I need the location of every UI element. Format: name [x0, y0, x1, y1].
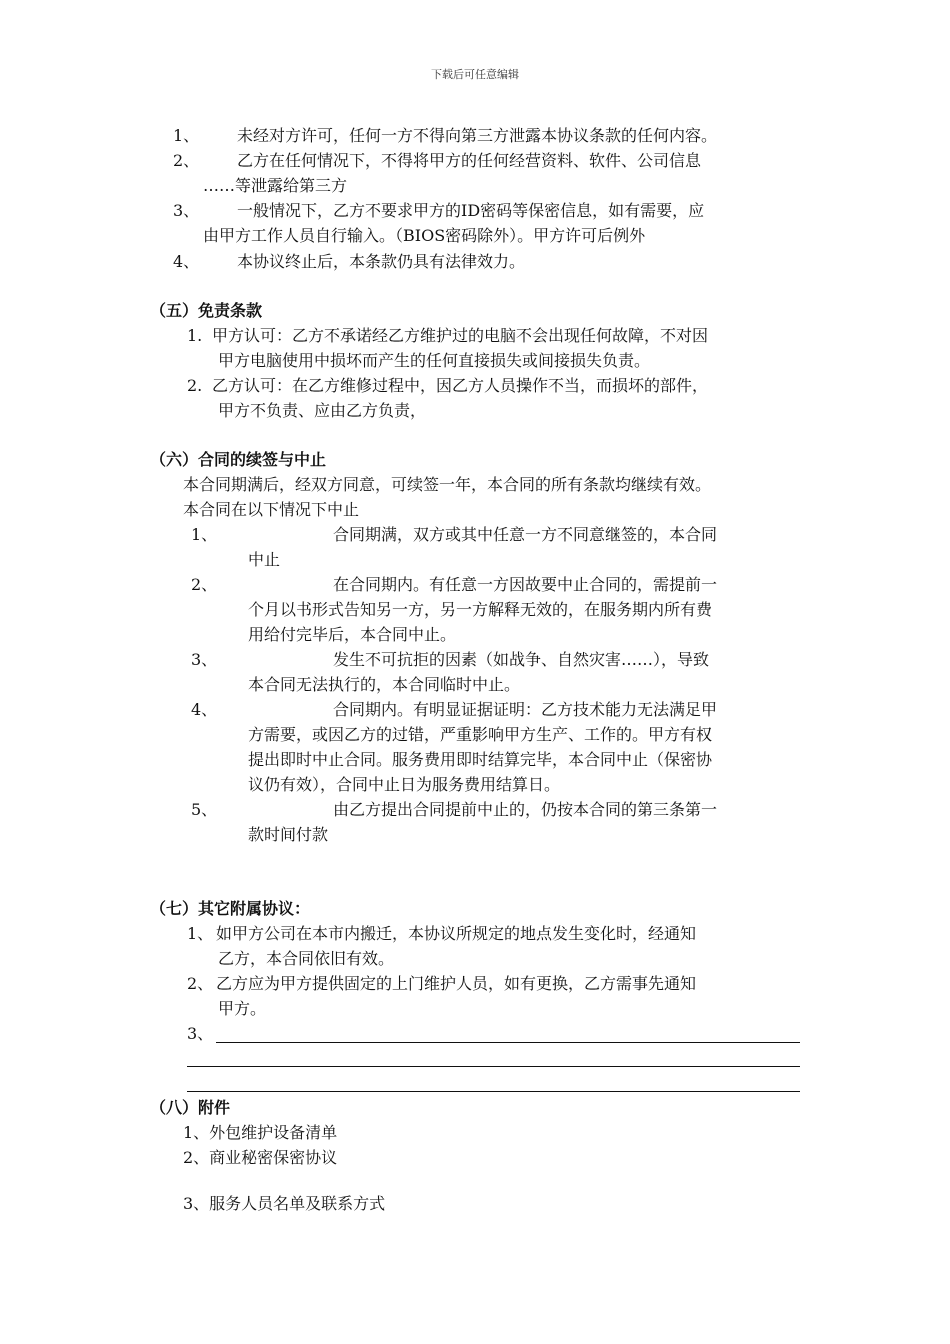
attachment-item: 3、服务人员名单及联系方式: [183, 1194, 386, 1213]
clause-number: 4、: [191, 700, 218, 719]
clause-text: 发生不可抗拒的因素（如战争、自然灾害……），导致: [333, 650, 710, 669]
clause-number: 2.: [187, 376, 203, 395]
clause-text: 用给付完毕后，本合同中止。: [248, 625, 457, 644]
clause-text: 本合同无法执行的，本合同临时中止。: [248, 675, 521, 694]
clause-text: 未经对方许可，任何一方不得向第三方泄露本协议条款的任何内容。: [237, 126, 718, 145]
clause-text: 由乙方提出合同提前中止的，仍按本合同的第三条第一: [333, 800, 718, 819]
clause-number: 2、: [191, 575, 218, 594]
clause-text: 合同期内。有明显证据证明：乙方技术能力无法满足甲: [333, 700, 718, 719]
clause-text: 提出即时中止合同。服务费用即时结算完毕，本合同中止（保密协: [248, 750, 713, 769]
header-note: 下载后可任意编辑: [431, 68, 519, 81]
clause-number: 3、: [191, 650, 218, 669]
blank-fill-line: [187, 1066, 800, 1067]
section-heading: （八）附件: [150, 1098, 231, 1117]
clause-text: 个月以书形式告知另一方，另一方解释无效的，在服务期内所有费: [248, 600, 713, 619]
clause-number: 4、: [173, 252, 200, 271]
blank-fill-line: [216, 1042, 800, 1043]
section-intro: 本合同在以下情况下中止: [183, 500, 360, 519]
clause-text: ……等泄露给第三方: [203, 176, 348, 195]
clause-text: 乙方在任何情况下，不得将甲方的任何经营资料、软件、公司信息: [237, 151, 702, 170]
clause-text: 合同期满，双方或其中任意一方不同意继签的，本合同: [333, 525, 718, 544]
blank-fill-line: [187, 1091, 800, 1092]
clause-number: 1、: [187, 924, 214, 943]
clause-text: 乙方应为甲方提供固定的上门维护人员，如有更换，乙方需事先通知: [216, 974, 697, 993]
clause-number: 1、: [191, 525, 218, 544]
section-heading: （六）合同的续签与中止: [150, 450, 327, 469]
clause-text: 中止: [248, 550, 281, 569]
clause-number: 2、: [173, 151, 200, 170]
clause-number: 5、: [191, 800, 218, 819]
clause-text: 乙方认可：在乙方维修过程中，因乙方人员操作不当，而损坏的部件，: [212, 376, 709, 395]
clause-text: 在合同期内。有任意一方因故要中止合同的，需提前一: [333, 575, 718, 594]
clause-number: 3、: [173, 201, 200, 220]
clause-text: 由甲方工作人员自行输入。（BIOS密码除外）。甲方许可后例外: [203, 226, 646, 245]
clause-text: 乙方，本合同依旧有效。: [218, 949, 395, 968]
clause-number: 1、: [173, 126, 200, 145]
clause-number: 3、: [187, 1024, 214, 1043]
attachment-item: 1、外包维护设备清单: [183, 1123, 338, 1142]
section-heading: （七）其它附属协议：: [150, 899, 311, 918]
clause-number: 1.: [187, 326, 203, 345]
clause-text: 甲方认可：乙方不承诺经乙方维护过的电脑不会出现任何故障，不对因: [212, 326, 709, 345]
clause-text: 甲方不负责、应由乙方负责，: [218, 401, 427, 420]
clause-text: 甲方电脑使用中损坏而产生的任何直接损失或间接损失负责。: [218, 351, 651, 370]
clause-number: 2、: [187, 974, 214, 993]
clause-text: 如甲方公司在本市内搬迁，本协议所规定的地点发生变化时，经通知: [216, 924, 697, 943]
section-heading: （五）免责条款: [150, 301, 263, 320]
section-intro: 本合同期满后，经双方同意，可续签一年，本合同的所有条款均继续有效。: [183, 475, 712, 494]
clause-text: 甲方。: [218, 999, 267, 1018]
attachment-item: 2、商业秘密保密协议: [183, 1148, 338, 1167]
clause-text: 方需要，或因乙方的过错，严重影响甲方生产、工作的。甲方有权: [248, 725, 713, 744]
clause-text: 一般情况下，乙方不要求甲方的ID密码等保密信息，如有需要，应: [237, 201, 705, 220]
clause-text: 款时间付款: [248, 825, 329, 844]
clause-text: 本协议终止后，本条款仍具有法律效力。: [237, 252, 526, 271]
clause-text: 议仍有效），合同中止日为服务费用结算日。: [248, 775, 561, 794]
